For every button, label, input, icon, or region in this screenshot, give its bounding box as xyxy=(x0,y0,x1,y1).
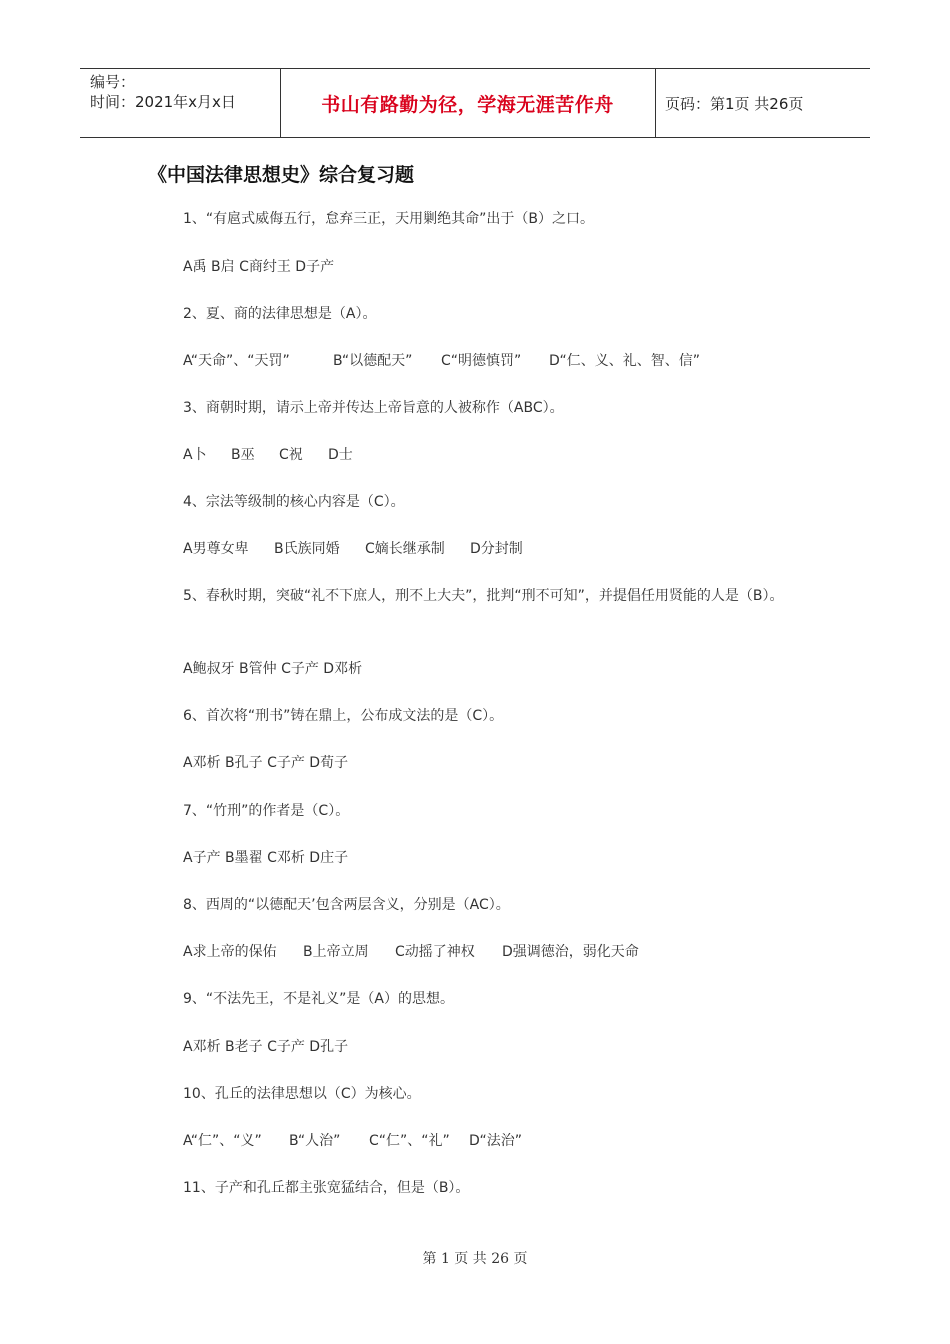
options-5: A鲍叔牙 B管仲 C子产 D邓析 xyxy=(183,661,363,677)
option-d: D分封制 xyxy=(470,541,523,557)
header-divider xyxy=(655,69,656,137)
option-d: D士 xyxy=(328,447,353,463)
option-c: C祝 xyxy=(279,447,303,463)
option-b: B巫 xyxy=(231,447,255,463)
option-d: D“法治” xyxy=(469,1133,522,1149)
question-2: 2、夏、商的法律思想是（A）。 xyxy=(183,306,377,322)
option-b: B氏族同婚 xyxy=(274,541,340,557)
option-a: A卜 xyxy=(183,447,207,463)
question-1: 1、“有扈式威侮五行，怠弃三正，天用剿绝其命”出于（B）之口。 xyxy=(183,211,595,227)
option-d: D强调德治，弱化天命 xyxy=(502,944,639,960)
option-b: B“以德配天” xyxy=(333,353,413,369)
question-4: 4、宗法等级制的核心内容是（C）。 xyxy=(183,494,405,510)
option-a: A男尊女卑 xyxy=(183,541,249,557)
question-7: 7、“竹刑”的作者是（C）。 xyxy=(183,803,350,819)
option-c: C“明德慎罚” xyxy=(441,353,522,369)
document-title: 《中国法律思想史》综合复习题 xyxy=(148,164,415,186)
options-8 xyxy=(183,941,639,961)
option-c: C嫡长继承制 xyxy=(365,541,445,557)
question-8: 8、西周的“以德配天’包含两层含义，分别是（AC）。 xyxy=(183,897,510,913)
question-9: 9、“不法先王，不是礼义”是（A）的思想。 xyxy=(183,991,454,1007)
option-a: A“天命”、“天罚” xyxy=(183,353,290,369)
option-a: A求上帝的保佑 xyxy=(183,944,277,960)
options-6: A邓析 B孔子 C子产 D荀子 xyxy=(183,755,349,771)
question-11: 11、子产和孔丘都主张宽猛结合，但是（B）。 xyxy=(183,1180,470,1196)
option-d: D“仁、义、礼、智、信” xyxy=(549,353,700,369)
question-10: 10、孔丘的法律思想以（C）为核心。 xyxy=(183,1086,421,1102)
options-9: A邓析 B老子 C子产 D孔子 xyxy=(183,1039,349,1055)
options-7: A子产 B墨翟 C邓析 D庄子 xyxy=(183,850,349,866)
time-label: 时间：2021年x月x日 xyxy=(90,93,236,111)
question-5: 5、春秋时期，突破“礼不下庶人，刑不上大夫”，批判“刑不可知”，并提倡任用贤能的人是（B）。 xyxy=(183,588,784,604)
options-2 xyxy=(183,350,700,370)
options-4 xyxy=(183,538,523,558)
option-a: A“仁”、“义” xyxy=(183,1133,262,1149)
option-c: C“仁”、“礼” xyxy=(369,1133,450,1149)
option-b: B“人治” xyxy=(289,1133,341,1149)
options-10 xyxy=(183,1130,522,1150)
options-3 xyxy=(183,444,353,464)
header-page-info: 页码：第1页 共26页 xyxy=(665,94,804,113)
question-6: 6、首次将“刑书”铸在鼎上，公布成文法的是（C）。 xyxy=(183,708,504,724)
number-label: 编号： xyxy=(90,73,136,91)
page-footer: 第 1 页 共 26 页 xyxy=(422,1251,528,1267)
options-1: A禹 B启 C商纣王 D子产 xyxy=(183,259,335,275)
page-header xyxy=(80,68,870,138)
option-c: C动摇了神权 xyxy=(395,944,475,960)
header-motto: 书山有路勤为径，学海无涯苦作舟 xyxy=(321,93,614,116)
header-meta xyxy=(90,72,236,112)
question-3: 3、商朝时期，请示上帝并传达上帝旨意的人被称作（ABC）。 xyxy=(183,400,564,416)
option-b: B上帝立周 xyxy=(303,944,369,960)
